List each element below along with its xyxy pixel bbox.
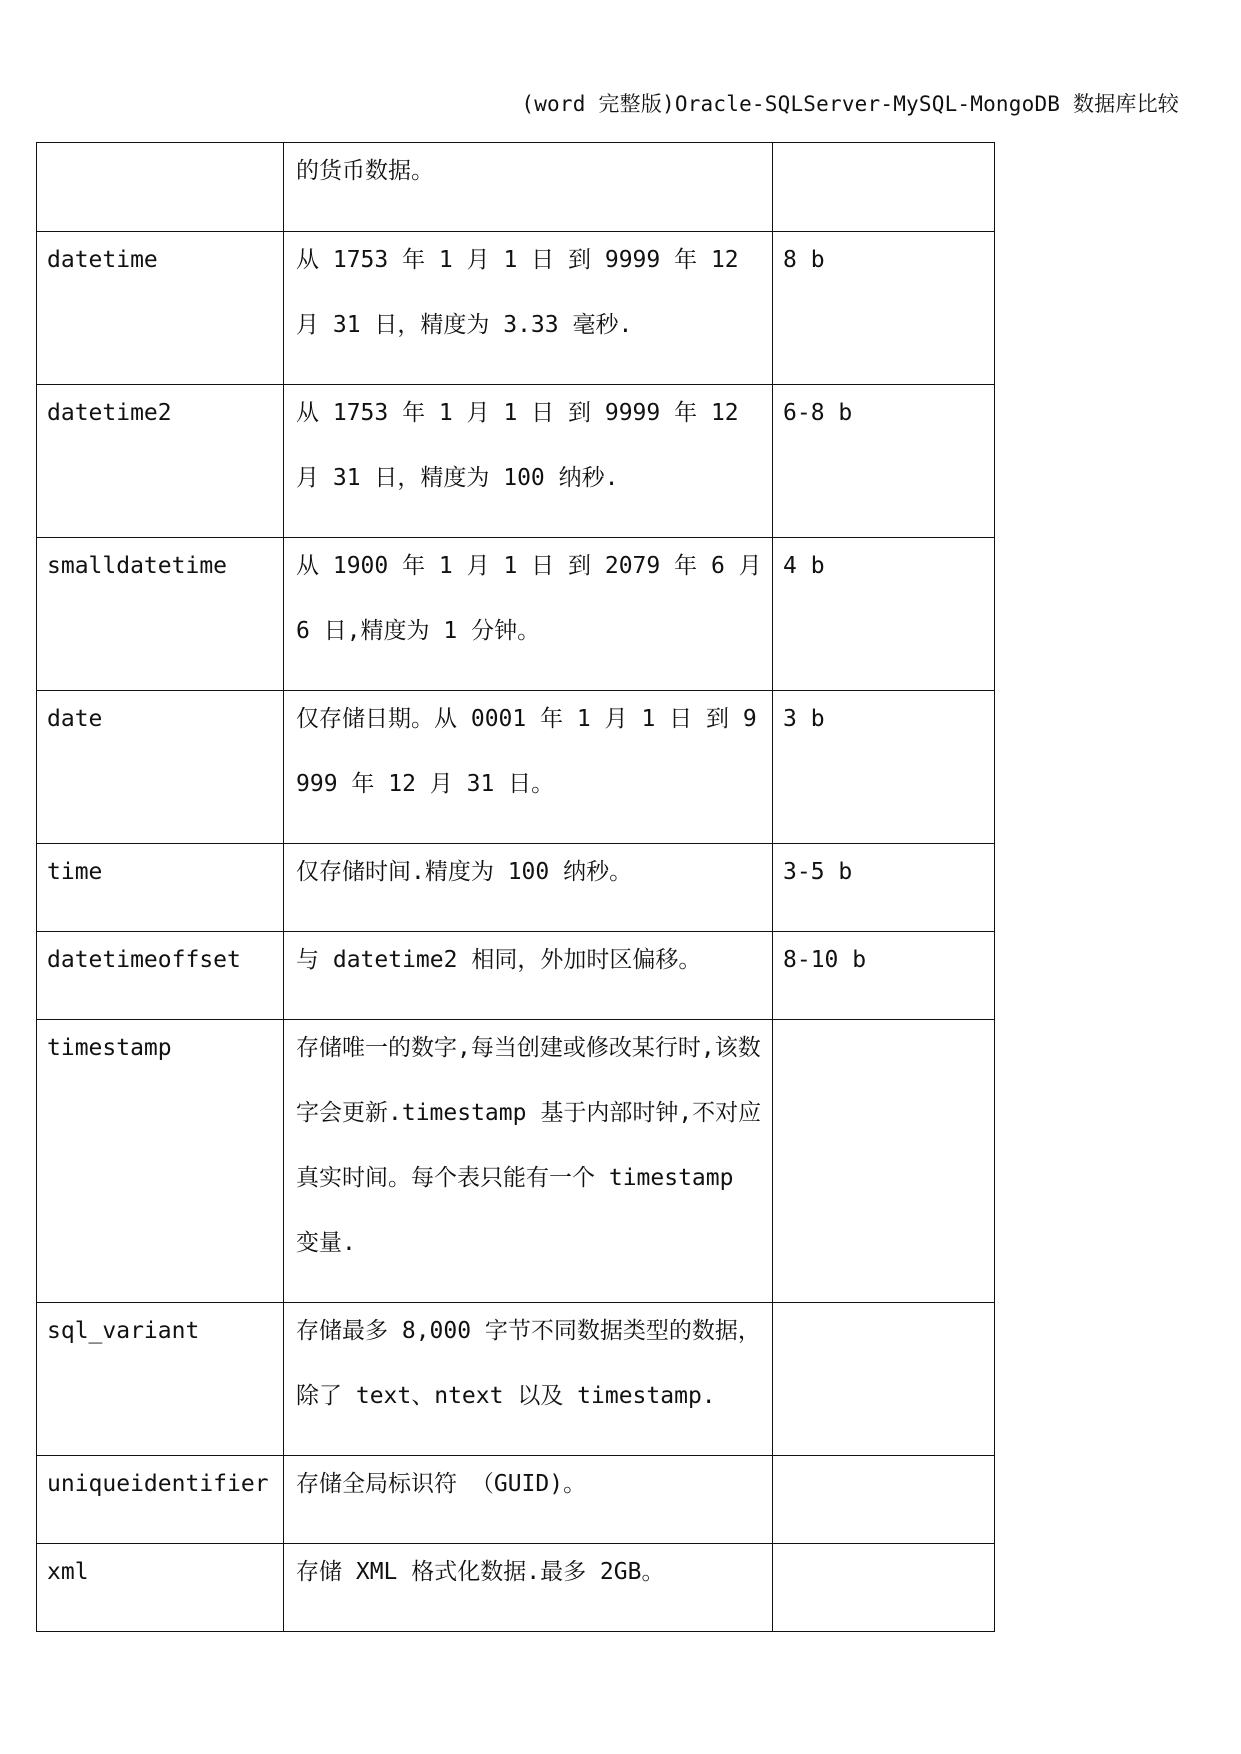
size-cell: 3 b xyxy=(773,691,995,844)
table-row xyxy=(37,1456,995,1544)
size-cell xyxy=(773,1456,995,1544)
description-cell: 存储 XML 格式化数据.最多 2GB。 xyxy=(284,1544,773,1632)
table-row xyxy=(37,385,995,538)
type-cell: datetime2 xyxy=(37,385,284,538)
description-cell: 仅存储时间.精度为 100 纳秒。 xyxy=(284,844,773,932)
description-cell: 与 datetime2 相同，外加时区偏移。 xyxy=(284,932,773,1020)
description-cell: 从 1753 年 1 月 1 日 到 9999 年 12 月 31 日，精度为 3.33 毫秒. xyxy=(284,232,773,385)
size-cell: 8-10 b xyxy=(773,932,995,1020)
description-cell: 从 1753 年 1 月 1 日 到 9999 年 12 月 31 日，精度为 100 纳秒. xyxy=(284,385,773,538)
table-row xyxy=(37,691,995,844)
type-cell: uniqueidentifier xyxy=(37,1456,284,1544)
type-cell: sql_variant xyxy=(37,1303,284,1456)
type-cell: datetime xyxy=(37,232,284,385)
type-cell: time xyxy=(37,844,284,932)
table-row xyxy=(37,232,995,385)
description-cell: 存储最多 8,000 字节不同数据类型的数据，除了 text、ntext 以及 timestamp. xyxy=(284,1303,773,1456)
page-header: (word 完整版)Oracle-SQLServer-MySQL-MongoDB 数据库比较 xyxy=(521,92,1179,116)
data-type-table xyxy=(36,142,995,1632)
type-cell: datetimeoffset xyxy=(37,932,284,1020)
type-cell: date xyxy=(37,691,284,844)
description-cell: 仅存储日期。从 0001 年 1 月 1 日 到 9999 年 12 月 31 日。 xyxy=(284,691,773,844)
description-cell: 从 1900 年 1 月 1 日 到 2079 年 6 月 6 日,精度为 1 分钟。 xyxy=(284,538,773,691)
table-row xyxy=(37,538,995,691)
table-row xyxy=(37,932,995,1020)
size-cell xyxy=(773,1303,995,1456)
table-row xyxy=(37,844,995,932)
type-cell: smalldatetime xyxy=(37,538,284,691)
table-row xyxy=(37,1303,995,1456)
description-cell: 存储全局标识符 （GUID)。 xyxy=(284,1456,773,1544)
size-cell: 8 b xyxy=(773,232,995,385)
size-cell: 4 b xyxy=(773,538,995,691)
size-cell: 6-8 b xyxy=(773,385,995,538)
description-cell: 存储唯一的数字,每当创建或修改某行时,该数字会更新.timestamp 基于内部时钟,不对应真实时间。每个表只能有一个 timestamp 变量. xyxy=(284,1020,773,1303)
table-row xyxy=(37,1020,995,1303)
table-row xyxy=(37,1544,995,1632)
type-cell: timestamp xyxy=(37,1020,284,1303)
table-row xyxy=(37,143,995,232)
size-cell: 3-5 b xyxy=(773,844,995,932)
description-cell: 的货币数据。 xyxy=(284,143,773,232)
type-cell: xml xyxy=(37,1544,284,1632)
type-cell xyxy=(37,143,284,232)
size-cell xyxy=(773,1020,995,1303)
size-cell xyxy=(773,143,995,232)
size-cell xyxy=(773,1544,995,1632)
